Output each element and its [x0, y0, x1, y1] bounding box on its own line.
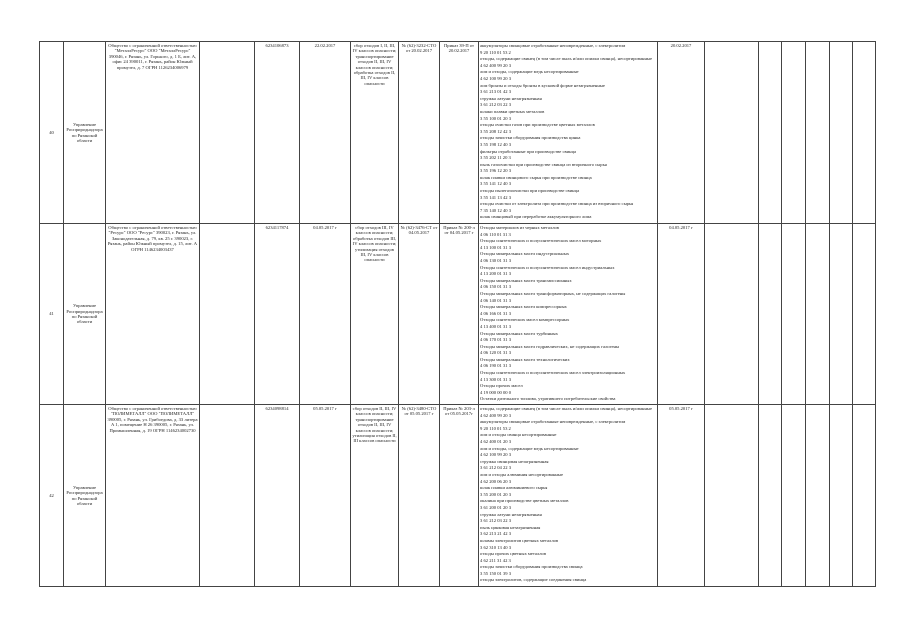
activity-types: сбор отходов III, IV классов опасности; обработка отходов III, IV классов опасности; утилизация отходов III, IV классов опасности — [351, 224, 399, 405]
waste-code: 4 62 400 99 20 3 — [480, 412, 512, 418]
waste-code: 4 13 100 01 31 3 — [480, 244, 512, 250]
empty-cell — [200, 224, 255, 405]
waste-name: Отходы минеральных масел компрессорных — [480, 304, 567, 310]
empty-cell — [806, 405, 830, 587]
table-row — [40, 224, 876, 405]
waste-name: окалина при производстве цветных металлов — [480, 498, 569, 504]
inn: 6234117874 — [255, 224, 300, 405]
waste-list — [479, 42, 658, 224]
empty-cell — [759, 42, 782, 224]
empty-cell — [830, 224, 853, 405]
order-number: Приказ № 200-л от 04.05.2017 г — [440, 224, 479, 405]
waste-name: отходы пылегазоочистки при производстве свинца — [480, 188, 580, 194]
application-date: 04.05.2017 г — [300, 224, 351, 405]
empty-cell — [705, 405, 759, 587]
empty-cell — [853, 224, 876, 405]
waste-name: фильтры отработанные при производстве свинца — [480, 148, 577, 154]
inn: 6234106873 — [255, 42, 300, 224]
issue-date: 04.05.2017 г — [658, 224, 705, 405]
waste-code: 3 55 141 13 42 3 — [480, 194, 512, 200]
waste-name: отходы очистки газов при производстве цветных металлов — [480, 122, 595, 128]
waste-code: 4 06 130 01 31 3 — [480, 257, 512, 263]
waste-code: 3 62 213 21 42 3 — [480, 531, 512, 537]
empty-cell — [782, 405, 806, 587]
waste-name: Отходы синтетических и полусинтетических масел электроизоляционных — [480, 370, 626, 376]
waste-name: лом и отходы свинца несортированные — [480, 432, 557, 438]
waste-code: 3 61 213 01 42 3 — [480, 89, 512, 95]
waste-name: отходы, содержащие свинец (в том числе пыль и/или опилки свинца), несортированные — [480, 56, 653, 62]
waste-name: пыль цинковая незагрязненная — [480, 524, 541, 530]
applicant-info: Общество с ограниченной ответственностью "ПОЛИМЕТАЛЛ" ООО "ПОЛИМЕТАЛЛ" 390005, г. Рязань, ул. Грибоедова, д. 33 литера А 1, помещение Н 26 390005, г. Рязань, ул. Промышленная, д. 19 ОГРН 1146234002730 — [106, 405, 200, 587]
empty-cell — [705, 224, 759, 405]
waste-code: 4 62 100 99 20 3 — [480, 75, 512, 81]
license-number: № (62)-3480-СТО от 05.05.2017 г — [399, 405, 440, 587]
empty-cell — [782, 42, 806, 224]
waste-name: Отходы минеральных масел трансформаторных, не содержащих галогены — [480, 290, 626, 296]
waste-code: 4 13 200 01 31 3 — [480, 271, 512, 277]
waste-code: 4 06 120 01 31 3 — [480, 350, 512, 356]
applicant-info: Общество с ограниченной ответственностью "Ресурс" ООО "Ресурс" 390023, г. Рязань, ул. Законодательная, д. 79, кв. 25 г. 390023, г. Рязань, район Южный промузел, д. 15, лит. А ОГРН 1146234003437 — [106, 224, 200, 405]
application-date: 22.02.2017 — [300, 42, 351, 224]
waste-code: 7 35 140 12 40 3 — [480, 207, 512, 213]
waste-code: 4 62 400 99 20 3 — [480, 62, 512, 68]
empty-cell — [806, 224, 830, 405]
waste-code: 4 62 200 06 20 3 — [480, 478, 512, 484]
applicant-info: Общество с ограниченной ответственностью "МеталлРесурс" ООО "МеталлРесурс" 390046, г. Рязань, ул. Горького, д. 1 Б, лит. А, офис 24 390011, г. Рязань, район Южный промузел, д. 7 ОГРН 1126234006979 — [106, 42, 200, 224]
license-number: № (62)-3232-СТО от 20.02.2017 — [399, 42, 440, 224]
issuing-authority: Управление Росприроднадзора по Рязанской области — [64, 405, 106, 587]
empty-cell — [853, 405, 876, 587]
table-row — [40, 42, 876, 224]
waste-name: отходы прочих цветных металлов — [480, 551, 547, 557]
waste-code: 4 13 400 01 31 3 — [480, 323, 512, 329]
waste-name: лом и отходы, содержащие медь несортированные — [480, 69, 579, 75]
waste-code: 4 06 110 01 31 3 — [480, 231, 511, 237]
waste-name: отходы зачистки оборудования производства цинка — [480, 135, 581, 141]
waste-name: аккумуляторы свинцовые отработанные неповрежденные, с электролитом — [480, 43, 626, 48]
issuing-authority: Управление Росприроднадзора по Рязанской области — [64, 42, 106, 224]
activity-types: сбор отходов II, III, IV классов опасности; транспортирование отходов II, III, IV классов опасности; утилизация отходов II, III классов опасности — [351, 405, 399, 587]
waste-code: 4 06 170 01 31 3 — [480, 337, 512, 343]
waste-code: 4 19 000 00 00 0 — [480, 389, 512, 395]
waste-name: Отходы минеральных масел индустриальных — [480, 251, 570, 257]
waste-name: отходы, содержащие свинец (в том числе пыль и/или опилки свинца), несортированные — [480, 406, 653, 412]
waste-code: 3 55 100 01 20 3 — [480, 115, 512, 121]
waste-code: 9 20 110 01 53 2 — [480, 425, 511, 431]
order-number: Приказ 39-П от 20.02.2017 — [440, 42, 479, 224]
waste-list — [479, 224, 658, 405]
waste-code: 3 55 208 12 42 3 — [480, 128, 512, 134]
waste-name: лом и отходы, содержащие медь несортированные — [480, 445, 579, 451]
waste-name: стружка свинцовая незагрязненная — [480, 458, 549, 464]
waste-name: Отходы минеральных масел трансмиссионных — [480, 277, 572, 283]
waste-name: аккумуляторы свинцовые отработанные неповрежденные, с электролитом — [480, 419, 626, 425]
waste-name: Отходы минеральных масел гидравлических, не содержащих галогены — [480, 343, 620, 349]
waste-code: 3 61 212 03 22 3 — [480, 518, 512, 524]
issuing-authority: Управление Росприроднадзора по Рязанской области — [64, 224, 106, 405]
waste-name: Отходы материалов из черных металлов — [480, 225, 559, 230]
license-number: № (62)-3476-СТ от 04.05.2017 — [399, 224, 440, 405]
waste-name: Отходы минеральных масел технологических — [480, 356, 570, 362]
waste-code: 3 62 310 13 40 3 — [480, 544, 512, 550]
empty-cell — [200, 405, 255, 587]
waste-code: 3 61 200 01 20 3 — [480, 504, 512, 510]
table-row — [40, 405, 876, 587]
waste-name: Отходы синтетических и полусинтетических масел индустриальных — [480, 264, 615, 270]
empty-cell — [705, 42, 759, 224]
waste-code: 4 62 100 99 20 3 — [480, 452, 512, 458]
empty-cell — [830, 405, 853, 587]
application-date: 05.05.2017 г — [300, 405, 351, 587]
waste-code: 4 62 211 31 42 3 — [480, 557, 511, 563]
waste-code: 3 55 150 01 39 3 — [480, 570, 512, 576]
waste-name: стружка латуни незагрязненная — [480, 95, 542, 101]
waste-name: отходы электролитов, содержащие соединения свинца — [480, 577, 587, 583]
order-number: Приказ № 203-л от 05.05.2017г — [440, 405, 479, 587]
waste-code: 3 55 200 01 20 3 — [480, 491, 512, 497]
empty-cell — [853, 42, 876, 224]
license-registry-table — [39, 41, 876, 587]
row-number: 41 — [40, 224, 64, 405]
waste-code: 4 06 190 01 31 3 — [480, 363, 512, 369]
issue-date: 05.05.2017 г — [658, 405, 705, 587]
waste-name: шлак плавки алюминиевого сырья — [480, 485, 548, 491]
waste-name: шлаки плавки цветных металлов — [480, 108, 545, 114]
waste-code: 3 55 202 11 20 3 — [480, 155, 511, 161]
waste-name: лом и отходы алюминия несортированные — [480, 471, 563, 477]
waste-name: отходы очистки от электролита при производстве свинца из вторичного сырья — [480, 201, 634, 207]
waste-code: 3 61 212 04 22 3 — [480, 465, 512, 471]
waste-name: Отходы прочих масел — [480, 383, 523, 389]
empty-cell — [200, 42, 255, 224]
waste-code: 4 13 300 01 31 3 — [480, 376, 512, 382]
empty-cell — [806, 42, 830, 224]
waste-name: лом бронзы и отходы бронзы в кусковой форме незагрязненные — [480, 82, 605, 88]
empty-cell — [782, 224, 806, 405]
row-number: 40 — [40, 42, 64, 224]
waste-code: 3 55 196 12 20 3 — [480, 168, 512, 174]
waste-list — [479, 405, 658, 587]
activity-types: сбор отходов I, II, III, IV классов опасности; транспортирование отходов II, III, IV классов опасности; обработка отходов II, III, IV классов опасности — [351, 42, 399, 224]
waste-code: 3 55 198 12 40 3 — [480, 141, 512, 147]
waste-code: 3 61 212 03 22 3 — [480, 102, 512, 108]
waste-code: 3 55 141 12 40 3 — [480, 181, 512, 187]
waste-code: 4 06 150 01 31 3 — [480, 284, 512, 290]
waste-name: Отходы синтетических масел компрессорных — [480, 317, 570, 323]
row-number: 42 — [40, 405, 64, 587]
waste-name: пыль газоочистки при производстве свинца из вторичного сырья — [480, 161, 607, 167]
waste-name: шлак плавки свинцового сырья при производстве свинца — [480, 174, 592, 180]
waste-name: отходы зачистки оборудования производства свинца — [480, 564, 583, 570]
waste-name: Отходы синтетических и полусинтетических масел моторных — [480, 238, 602, 244]
empty-cell — [759, 405, 782, 587]
inn: 6234098814 — [255, 405, 300, 587]
waste-name: шламы электролитов цветных металлов — [480, 537, 559, 543]
waste-code: 9 20 110 01 53 2 — [480, 49, 511, 55]
waste-code: 4 62 400 01 20 3 — [480, 439, 512, 444]
waste-name: Остатки дизельного топлива, утратившего потребительские свойства — [480, 396, 616, 402]
empty-cell — [759, 224, 782, 405]
empty-cell — [830, 42, 853, 224]
waste-code: 4 06 166 01 31 3 — [480, 310, 512, 316]
waste-name: стружка латуни незагрязненная — [480, 511, 542, 517]
waste-name: Отходы минеральных масел турбинных — [480, 330, 558, 336]
issue-date: 20.02.2017 — [658, 42, 705, 224]
waste-code: 4 06 140 01 31 3 — [480, 297, 512, 303]
waste-name: шлак свинцовый при переработке аккумуляторного лома — [480, 214, 592, 220]
